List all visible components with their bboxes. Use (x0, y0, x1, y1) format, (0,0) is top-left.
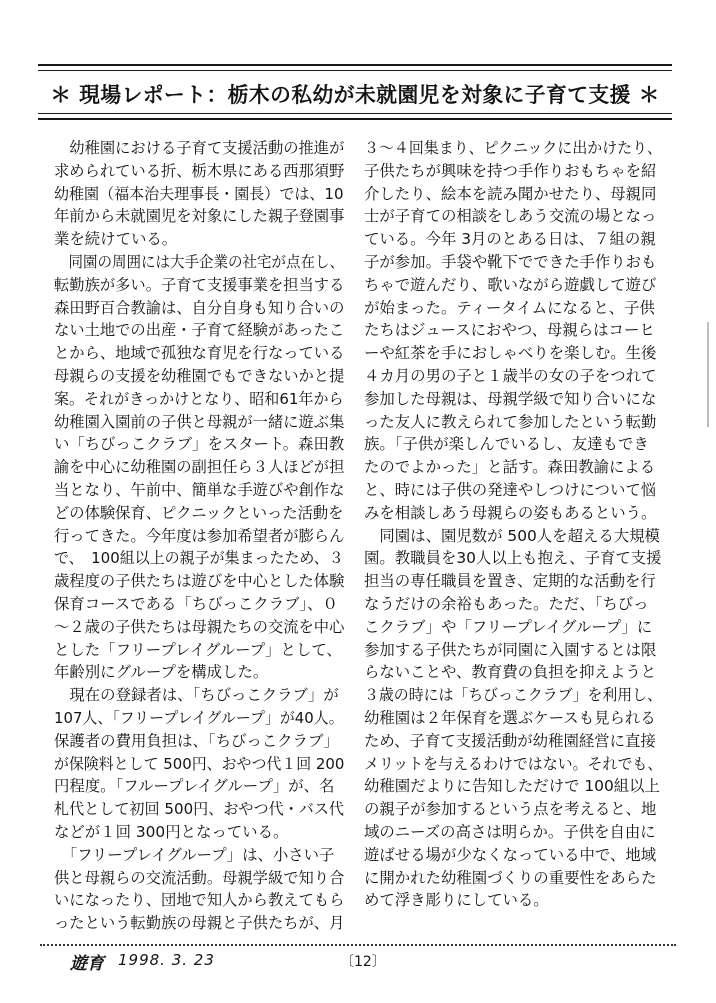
issue-date: 1998. 3. 23 (118, 951, 215, 969)
text-line: メリットを与えるわけではない。それでも、 (364, 754, 663, 773)
left-column (54, 137, 344, 935)
text-line: 円程度。「フループレイグループ」が、名 (54, 777, 335, 796)
text-line: 幼稚園入園前の子供と母親が一緒に遊ぶ集 (54, 412, 345, 431)
text-line: なうだけの余裕もあった。ただ、「ちびっ (364, 594, 649, 613)
text-line: とから、地域で孤独な育児を行なっている (54, 344, 345, 363)
text-line: 年齢別にグループを構成した。 (54, 663, 269, 682)
text-line: 参加する子供たちが同園に入園するとは限 (364, 640, 657, 659)
text-line: ３歳の時には「ちびっこクラブ」を利用し、 (364, 686, 662, 705)
text-line: 森田野百合教諭は、自分自身も知り合いの (54, 298, 345, 317)
text-line: 同園は、園児数が 500人を超える大規模 (364, 526, 660, 545)
text-line: みを相談しあう母親らの姿もあるという。 (364, 503, 657, 522)
text-line: 当となり、午前中、簡単な手遊びや創作な (54, 480, 345, 499)
text-line: 転勤族が多い。子育て支援事業を担当する (54, 275, 345, 294)
text-line: ったという転勤族の母親と子供たちが、月 (54, 914, 345, 933)
text-line: 年前から未就園児を対象にした親子登園事 (54, 207, 345, 226)
text-line: と、時には子供の発達やしつけについて悩 (364, 480, 657, 499)
text-line: とした「フリープレイグループ」として、 (54, 640, 342, 659)
text-line: 案。それがきっかけとなり、昭和61年から (54, 389, 344, 408)
text-line: 同園の周囲には大手企業の社宅が点在し、 (54, 252, 344, 271)
margin-mark (707, 322, 709, 427)
text-line: で、 100組以上の親子が集まったため、３ (54, 549, 344, 568)
text-line: 族。「子供が楽しんでいるし、友達もでき (364, 435, 649, 454)
text-line: が保険料として 500円、おやつ代１回 200 (54, 754, 345, 773)
text-line: らないことや、教育費の負担を抑えようと (364, 663, 657, 682)
text-line: 参加した母親は、母親学級で知り合いにな (364, 389, 657, 408)
right-column (364, 137, 662, 912)
text-line: に開かれた幼稚園づくりの重要性をあらた (364, 868, 657, 887)
text-line: 幼稚園（福本治夫理事長・園長）では、10 (54, 184, 344, 203)
text-line: 幼稚園だよりに告知しただけで 100組以上 (364, 777, 660, 796)
text-line: 諭を中心に幼稚園の副担任ら３人ほどが担 (54, 458, 345, 477)
text-line: 介したり、絵本を読み聞かせたり、母親同 (364, 184, 657, 203)
text-line: 士が子育ての相談をしあう交流の場となっ (364, 207, 657, 226)
text-line: 歳程度の子供たちは遊びを中心とした体験 (54, 572, 345, 591)
text-line: 域のニーズの高さは明らか。子供を自由に (364, 822, 656, 841)
text-line: たちはジュースにおやつ、母親らはコーヒ (364, 321, 655, 340)
text-line: ーや紅茶を手におしゃべりを楽しむ。生後 (364, 344, 657, 363)
text-line: たのでよかった」と話す。森田教諭による (364, 458, 656, 477)
text-line: 行ってきた。今年度は参加希望者が膨らん (54, 526, 345, 545)
text-line: 幼稚園における子育て支援活動の推進が (54, 139, 345, 157)
text-line: こクラブ」や「フリープレイグループ」に (364, 617, 653, 636)
text-line: ちゃで遊んだり、歌いながら遊戯して遊び (364, 275, 657, 294)
text-line: った友人に教えられて参加したという転勤 (364, 412, 657, 431)
title-box (38, 64, 672, 120)
text-line: 供と母親らの交流活動。母親学級で知り合 (54, 868, 345, 887)
text-line: ４カ月の男の子と１歳半の女の子をつれて (364, 366, 657, 385)
text-line: ない土地での出産・子育て経験があったこ (54, 321, 345, 340)
text-line: の親子が参加するという点を考えると、地 (364, 800, 657, 819)
text-line: が始まった。ティータイムになると、子供 (364, 298, 655, 317)
text-line: ている。今年 3月のとある日は、７組の親 (364, 230, 656, 249)
text-line: どの体験保育、ピクニックといった活動を (54, 503, 344, 522)
article-title: ＊ 現場レポート：栃木の私幼が未就園児を対象に子育て支援 ＊ (50, 83, 660, 107)
text-line: 107人、「フリープレイグループ」が40人。 (54, 708, 344, 727)
text-line: などが１回 300円となっている。 (54, 822, 289, 841)
text-line: 幼稚園は２年保育を選ぶケースも見られる (364, 708, 656, 727)
text-line: 「フリープレイグループ」は、小さい子 (54, 845, 335, 864)
text-line: ～２歳の子供たちは母親たちの交流を中心 (54, 617, 345, 636)
text-line: ３～４回集まり、ピクニックに出かけたり、 (364, 139, 662, 157)
text-line: いになったり、団地で知人から教えてもら (54, 891, 345, 910)
text-line: い「ちびっこクラブ」をスタート。森田教 (54, 435, 345, 454)
text-line: 保護者の費用負担は、「ちびっこクラブ」 (54, 731, 339, 750)
magazine-name: 遊育 (70, 954, 104, 974)
page-number: 〔12〕 (340, 954, 386, 970)
text-line: めて浮き彫りにしている。 (364, 891, 549, 910)
text-line: ため、子育て支援活動が幼稚園経営に直接 (364, 731, 656, 750)
text-line: 子が参加。手袋や靴下でできた手作りおも (364, 252, 657, 271)
text-line: 遊ばせる場が少なくなっている中で、地域 (364, 845, 657, 864)
text-line: 担当の専任職員を置き、定期的な活動を行 (364, 572, 656, 591)
text-line: 現在の登録者は、「ちびっこクラブ」が (54, 686, 339, 705)
text-line: 札代として初回 500円、おやつ代・バス代 (54, 800, 345, 819)
text-line: 求められている折、栃木県にある西那須野 (54, 161, 345, 180)
text-line: 業を続けている。 (54, 230, 178, 249)
text-line: 保育コースである「ちびっこクラブ」、０ (54, 594, 338, 613)
text-line: 園。教職員を30人以上も抱え、子育て支援 (364, 549, 662, 568)
text-line: 母親らの支援を幼稚園でもできないかと提 (54, 366, 345, 385)
text-line: 子供たちが興味を持つ手作りおもちゃを紹 (364, 161, 657, 180)
footer-divider (40, 944, 676, 946)
